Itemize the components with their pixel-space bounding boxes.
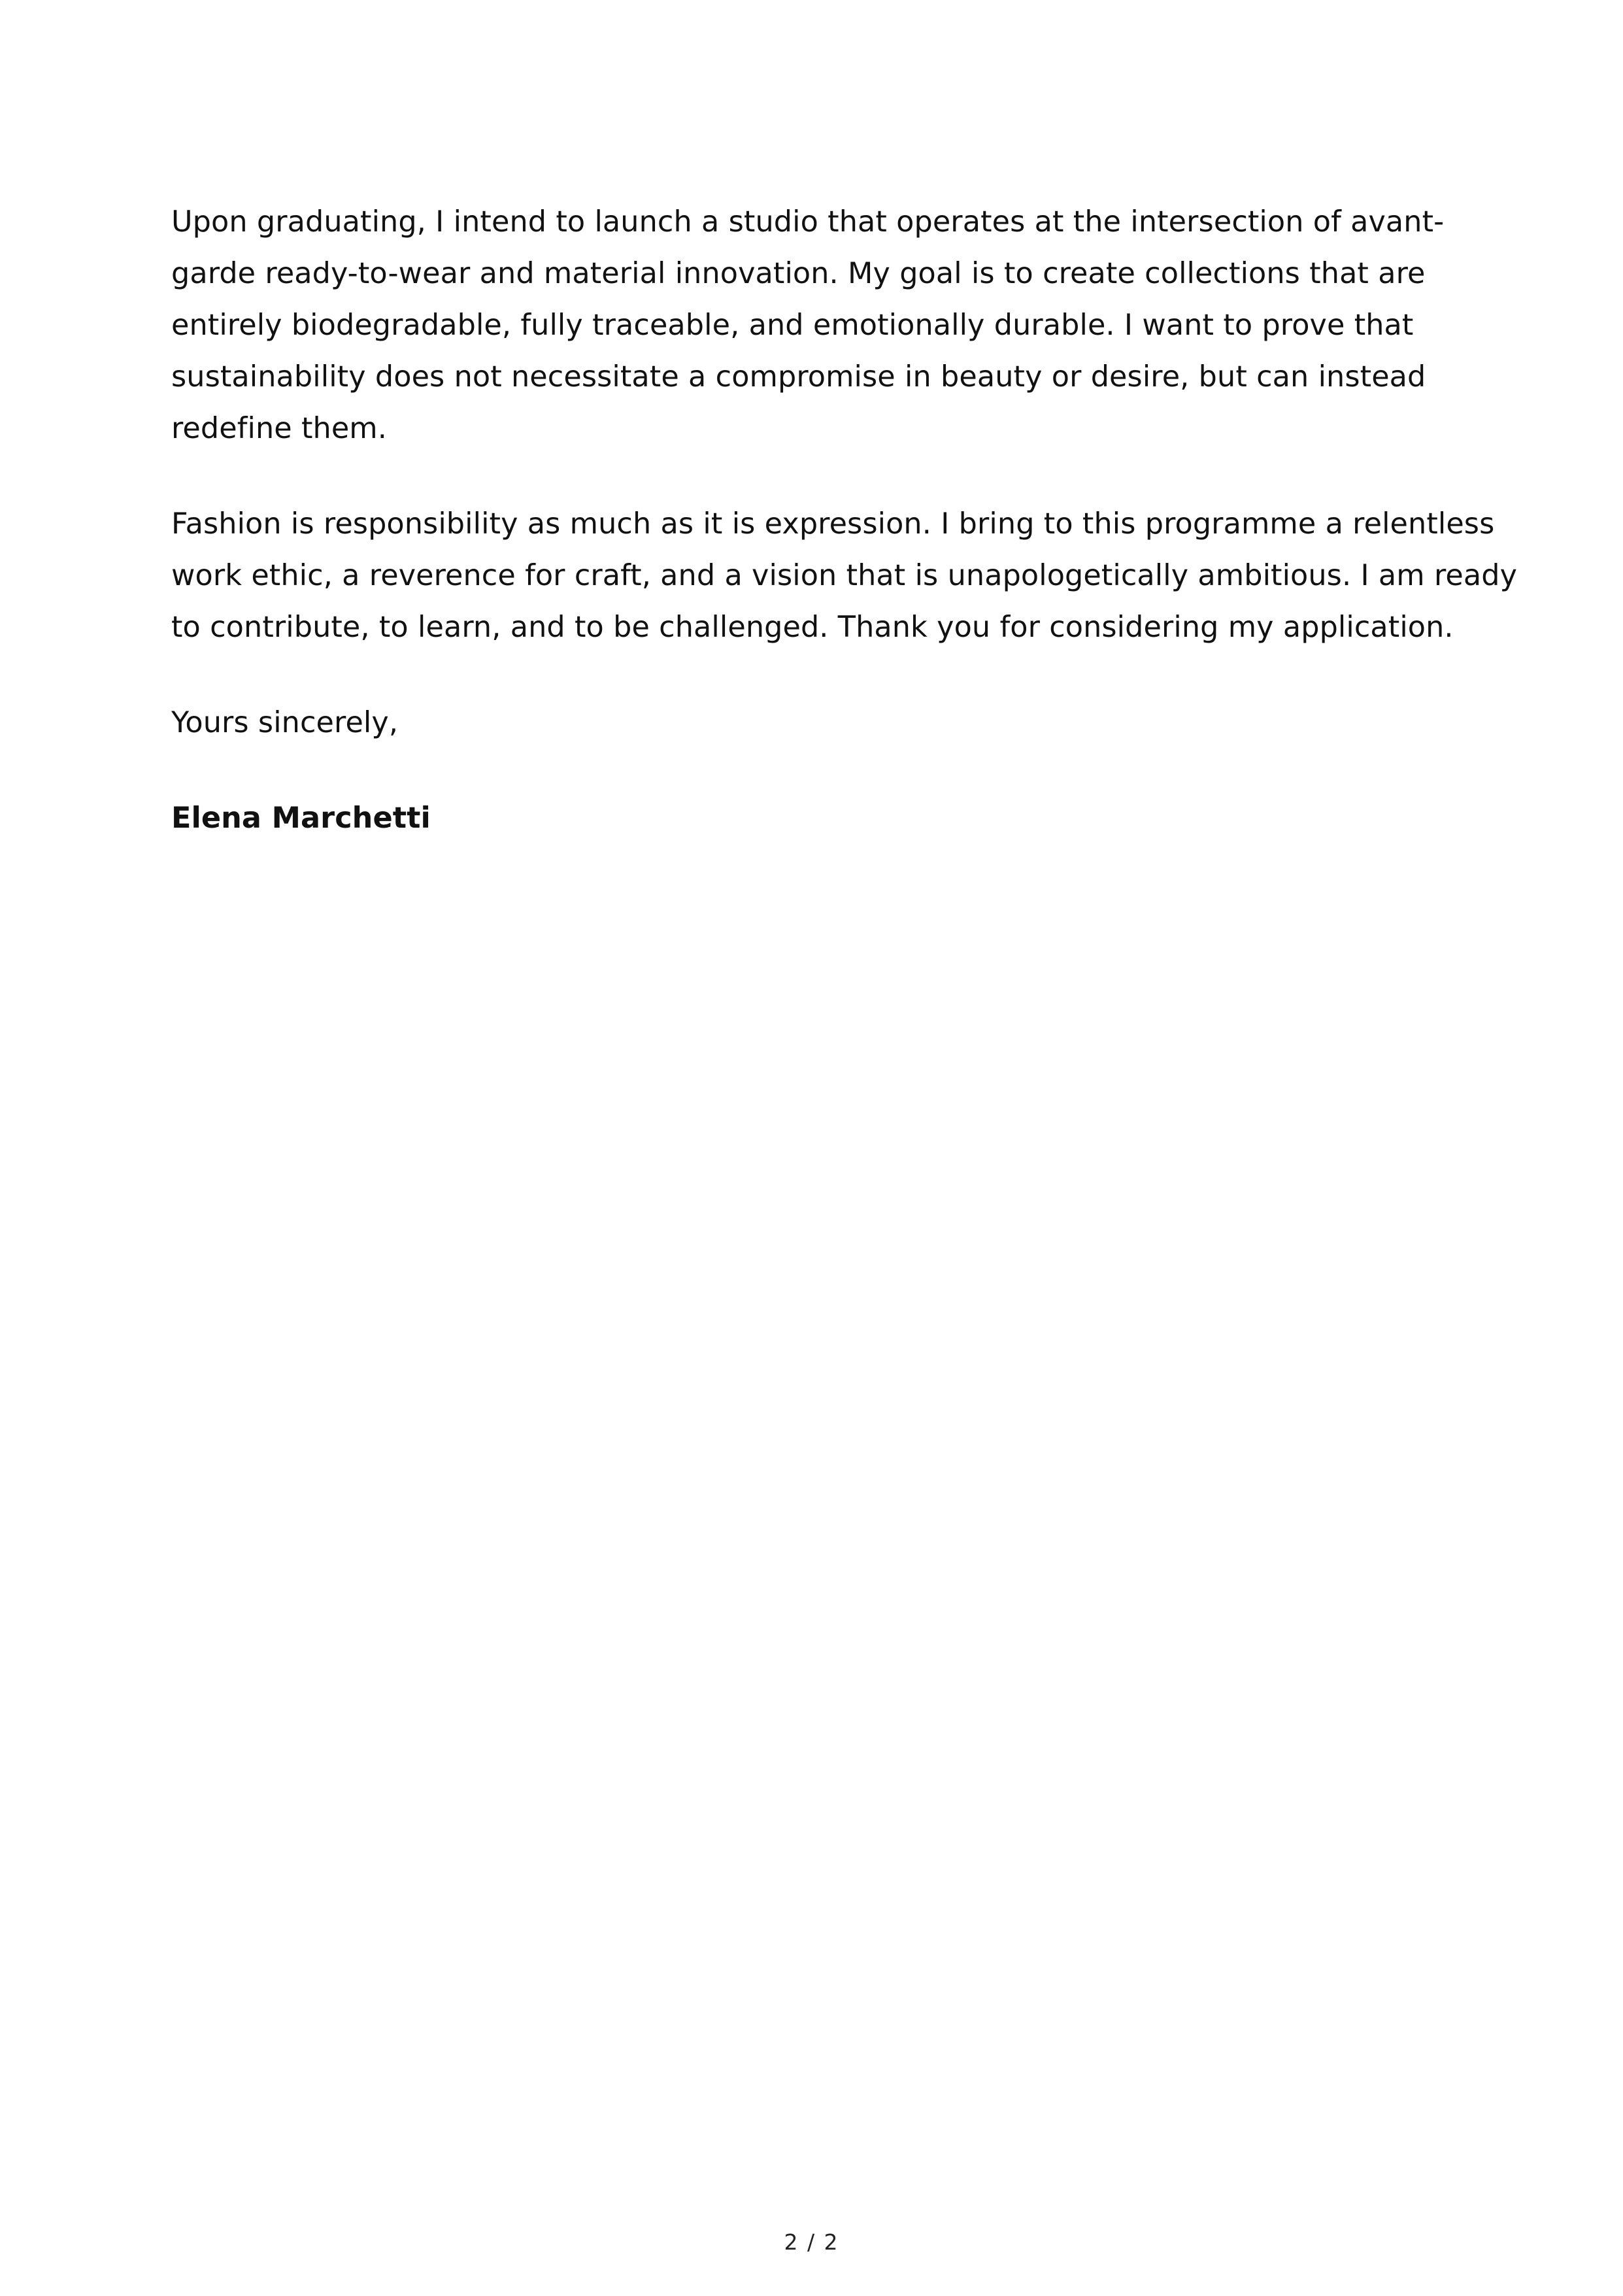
text-line: garde ready-to-wear and material innovation. My goal is to create collections that are — [171, 257, 1426, 290]
paragraph-future-plans — [171, 196, 1472, 454]
page-number: 2 / 2 — [784, 2229, 839, 2255]
paragraph-conclusion — [171, 498, 1518, 653]
text-line: work ethic, a reverence for craft, and a vision that is unapologetically ambitious. I am ready — [171, 559, 1518, 592]
text-line: to contribute, to learn, and to be challenged. Thank you for considering my application. — [171, 611, 1454, 644]
letter-body — [171, 196, 1518, 844]
signature-name: Elena Marchetti — [171, 802, 431, 835]
closing-salutation: Yours sincerely, — [171, 706, 399, 739]
text-line: redefine them. — [171, 412, 388, 445]
text-line: Fashion is responsibility as much as it is expression. I bring to this programme a relentless — [171, 507, 1495, 541]
text-line: entirely biodegradable, fully traceable, and emotionally durable. I want to prove that — [171, 309, 1414, 342]
text-line: sustainability does not necessitate a compromise in beauty or desire, but can instead — [171, 360, 1426, 394]
text-line: Upon graduating, I intend to launch a studio that operates at the intersection of avant- — [171, 205, 1445, 239]
